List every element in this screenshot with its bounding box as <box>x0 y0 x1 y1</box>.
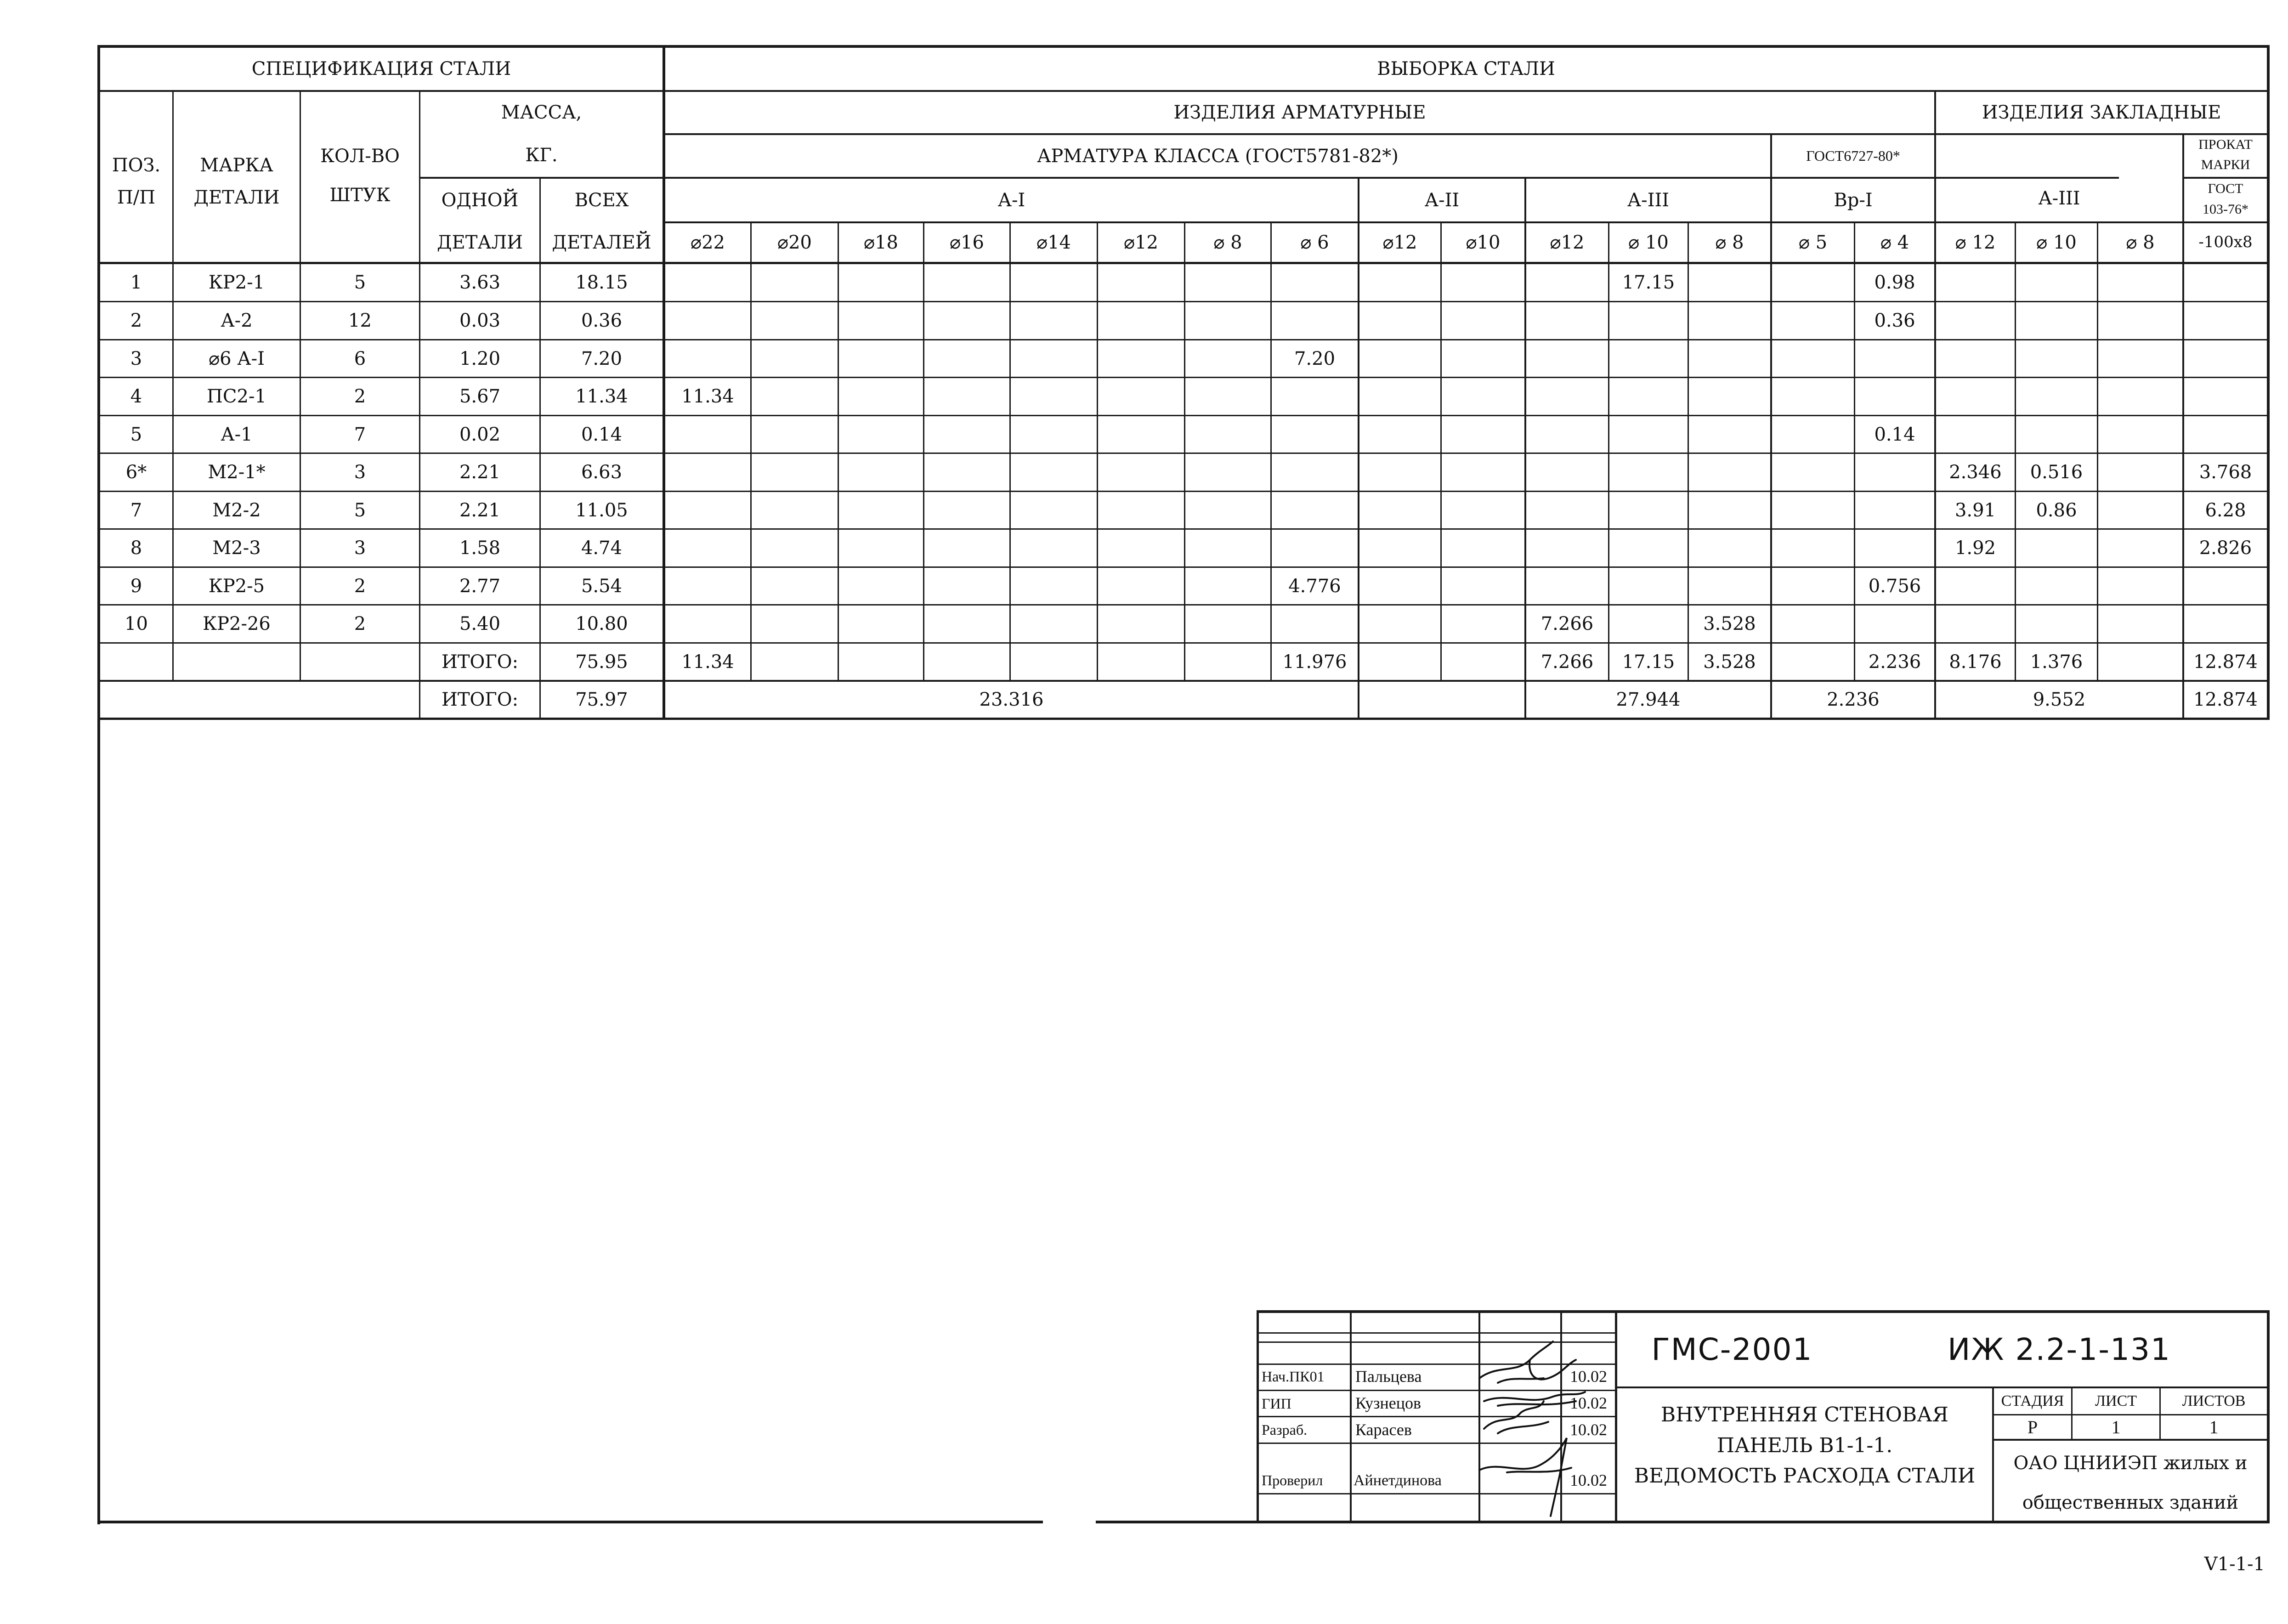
pos-header: ПОЗ. <box>112 155 161 176</box>
page-code: V1-1-1 <box>2204 1554 2265 1575</box>
row-cell: 0.516 <box>2030 462 2083 483</box>
mass-one-header-2: ДЕТАЛИ <box>437 232 523 253</box>
row-pos: 9 <box>130 576 142 597</box>
pos-header-2: П/П <box>117 187 156 208</box>
role-2: ГИП <box>1262 1395 1291 1412</box>
row-qty: 5 <box>354 272 366 293</box>
doc-title-1: ВНУТРЕННЯЯ СТЕНОВАЯ <box>1660 1403 1949 1426</box>
row-pos: 1 <box>130 272 142 293</box>
name-4: Айнетдинова <box>1354 1471 1442 1489</box>
grand-total-a3: 27.944 <box>1616 689 1681 710</box>
grand-total-rolled: 12.874 <box>2193 689 2258 710</box>
role-1: Нач.ПК01 <box>1262 1368 1325 1385</box>
diameter-header-15: ⌀ 4 <box>1880 232 1909 253</box>
bottom-border-left <box>97 1521 1043 1523</box>
totals-cell: 8.176 <box>1949 651 2002 673</box>
row-cell: 2.826 <box>2199 538 2252 559</box>
diameter-header-1: ⌀22 <box>691 232 725 253</box>
org-name-2: общественных зданий <box>2022 1492 2239 1513</box>
doc-title-3: ВЕДОМОСТЬ РАСХОДА СТАЛИ <box>1634 1464 1976 1488</box>
row-qty: 3 <box>354 538 366 559</box>
grand-total-label: ИТОГО: <box>441 689 519 710</box>
date-3: 10.02 <box>1570 1420 1607 1439</box>
row-pos: 7 <box>130 500 142 521</box>
row-cell: 1.92 <box>1954 538 1996 559</box>
date-4: 10.02 <box>1570 1471 1607 1489</box>
diameter-header-6: ⌀12 <box>1124 232 1158 253</box>
date-1: 10.02 <box>1570 1367 1607 1386</box>
grand-total-a2 <box>1359 682 1524 718</box>
grand-total-vr1: 2.236 <box>1827 689 1880 710</box>
row-cell: 4.776 <box>1288 576 1341 597</box>
row-mark: А-2 <box>221 310 253 331</box>
row-cell: 3.91 <box>1954 500 1996 521</box>
document-code: ИЖ 2.2-1-131 <box>1948 1332 2171 1368</box>
row-cell: 3.528 <box>1703 613 1756 634</box>
row-pos: 5 <box>130 424 142 445</box>
row-mass-all: 7.20 <box>581 348 623 369</box>
mass-all-header: ВСЕХ <box>574 189 629 211</box>
totals-cell: 7.266 <box>1540 651 1594 673</box>
sheet-value: 1 <box>2111 1416 2121 1437</box>
class-a3-header: А-III <box>1627 189 1670 211</box>
mass-header: МАССА, <box>501 102 582 123</box>
row-cell: 0.756 <box>1868 576 1921 597</box>
row-mass-all: 18.15 <box>575 272 628 293</box>
row-mark: КР2-5 <box>208 576 265 597</box>
signatures-image <box>1470 1332 1590 1525</box>
row-cell: 0.36 <box>1874 310 1915 331</box>
row-mass-all: 4.74 <box>581 538 623 559</box>
mark-header-2: ДЕТАЛИ <box>193 187 280 208</box>
totals-all: 75.95 <box>575 651 628 673</box>
diameter-header-4: ⌀16 <box>950 232 984 253</box>
spec-title: СПЕЦИФИКАЦИЯ СТАЛИ <box>251 58 511 79</box>
rebar-products-header: ИЗДЕЛИЯ АРМАТУРНЫЕ <box>1173 102 1426 123</box>
grand-total-embedded: 9.552 <box>2033 689 2086 710</box>
mass-all-header-2: ДЕТАЛЕЙ <box>552 232 651 253</box>
row-mass-one: 2.77 <box>459 576 501 597</box>
row-mass-all: 0.36 <box>581 310 623 331</box>
row-pos: 10 <box>125 613 148 634</box>
row-mark: КР2-26 <box>203 613 271 634</box>
sheet-label: ЛИСТ <box>2095 1392 2137 1410</box>
mass-unit: КГ. <box>525 144 558 166</box>
row-mass-one: 1.58 <box>459 538 501 559</box>
row-qty: 5 <box>354 500 366 521</box>
row-cell: 2.346 <box>1949 462 2002 483</box>
row-pos: 6* <box>125 462 147 483</box>
totals-label: ИТОГО: <box>441 651 519 673</box>
totals-cell: 3.528 <box>1703 651 1756 673</box>
diameter-header-19: -100x8 <box>2198 233 2253 252</box>
row-mass-all: 6.63 <box>581 462 623 483</box>
stage-value: Р <box>2027 1416 2038 1437</box>
diameter-header-12: ⌀ 10 <box>1628 232 1669 253</box>
diameter-header-3: ⌀18 <box>864 232 898 253</box>
row-pos: 8 <box>130 538 142 559</box>
row-cell: 0.14 <box>1874 424 1915 445</box>
row-mass-one: 5.67 <box>459 386 501 407</box>
row-mass-all: 10.80 <box>575 613 628 634</box>
row-cell: 17.15 <box>1622 272 1675 293</box>
row-cell: 11.34 <box>681 386 734 407</box>
row-cell: 7.266 <box>1540 613 1594 634</box>
grand-total-all: 75.97 <box>575 689 628 710</box>
name-2: Кузнецов <box>1355 1394 1422 1413</box>
row-mark: ПС2-1 <box>207 386 266 407</box>
grand-total-a1: 23.316 <box>979 689 1044 710</box>
qty-header-2: ШТУК <box>329 185 391 206</box>
diameter-header-16: ⌀ 12 <box>1955 232 1996 253</box>
gost-wire-header: ГОСТ6727-80* <box>1806 147 1900 164</box>
selection-title: ВЫБОРКА СТАЛИ <box>1377 58 1555 79</box>
diameter-header-17: ⌀ 10 <box>2036 232 2077 253</box>
row-mass-one: 5.40 <box>459 613 501 634</box>
totals-cell: 2.236 <box>1868 651 1921 673</box>
rolled-header-2: МАРКИ <box>2201 157 2250 172</box>
row-mass-all: 11.34 <box>575 386 628 407</box>
row-pos: 3 <box>130 348 142 369</box>
class-a2-header: А-II <box>1424 189 1460 211</box>
totals-cell: 17.15 <box>1622 651 1675 673</box>
row-mark: М2-2 <box>212 500 261 521</box>
row-mass-one: 0.02 <box>459 424 501 445</box>
row-qty: 2 <box>354 386 366 407</box>
qty-header: КОЛ-ВО <box>320 146 400 167</box>
rolled-gost-2: 103-76* <box>2203 201 2248 217</box>
sheets-value: 1 <box>2209 1416 2219 1437</box>
class-vr1-header: Вр-I <box>1834 189 1873 211</box>
row-qty: 6 <box>354 348 366 369</box>
row-qty: 12 <box>348 310 372 331</box>
row-mark: М2-1* <box>208 462 266 483</box>
diameter-header-5: ⌀14 <box>1036 232 1071 253</box>
bottom-border-right <box>1096 1521 2270 1523</box>
name-3: Карасев <box>1355 1420 1412 1439</box>
name-1: Пальцева <box>1355 1367 1422 1386</box>
mark-header: МАРКА <box>200 155 273 176</box>
rolled-gost-1: ГОСТ <box>2208 181 2243 196</box>
row-mass-one: 2.21 <box>459 462 501 483</box>
date-2: 10.02 <box>1570 1394 1607 1413</box>
totals-cell: 1.376 <box>2030 651 2083 673</box>
row-qty: 7 <box>354 424 366 445</box>
row-mass-all: 11.05 <box>575 500 628 521</box>
row-cell: 0.98 <box>1874 272 1915 293</box>
diameter-header-14: ⌀ 5 <box>1798 232 1828 253</box>
row-cell: 6.28 <box>2205 500 2246 521</box>
totals-cell: 11.34 <box>681 651 734 673</box>
diameter-header-2: ⌀20 <box>777 232 812 253</box>
row-mass-all: 5.54 <box>581 576 623 597</box>
totals-cell: 11.976 <box>1282 651 1347 673</box>
doc-title-2: ПАНЕЛЬ В1-1-1. <box>1716 1433 1893 1457</box>
row-mass-one: 2.21 <box>459 500 501 521</box>
row-qty: 2 <box>354 613 366 634</box>
stage-label: СТАДИЯ <box>2001 1392 2064 1410</box>
embedded-products-header: ИЗДЕЛИЯ ЗАКЛАДНЫЕ <box>1982 102 2221 123</box>
series-code: ГМС-2001 <box>1651 1332 1813 1368</box>
row-mass-one: 1.20 <box>459 348 501 369</box>
role-3: Разраб. <box>1262 1421 1308 1438</box>
mass-one-header: ОДНОЙ <box>441 189 519 211</box>
rolled-header-1: ПРОКАТ <box>2198 136 2253 152</box>
row-qty: 2 <box>354 576 366 597</box>
row-mark: КР2-1 <box>208 272 265 293</box>
diameter-header-8: ⌀ 6 <box>1300 232 1329 253</box>
row-mass-one: 0.03 <box>459 310 501 331</box>
diameter-header-11: ⌀12 <box>1550 232 1585 253</box>
diameter-header-7: ⌀ 8 <box>1213 232 1242 253</box>
row-mark: М2-3 <box>212 538 261 559</box>
row-cell: 0.86 <box>2036 500 2077 521</box>
row-mark: ⌀6 А-I <box>209 348 265 369</box>
row-mass-one: 3.63 <box>459 272 501 293</box>
row-mark: А-1 <box>221 424 253 445</box>
class-a1-header: А-I <box>997 189 1025 211</box>
row-cell: 7.20 <box>1294 348 1336 369</box>
diameter-header-10: ⌀10 <box>1466 232 1501 253</box>
row-pos: 2 <box>130 310 142 331</box>
diameter-header-13: ⌀ 8 <box>1715 232 1744 253</box>
sheets-label: ЛИСТОВ <box>2182 1392 2246 1410</box>
diameter-header-18: ⌀ 8 <box>2126 232 2155 253</box>
org-name-1: ОАО ЦНИИЭП жилых и <box>2013 1453 2248 1474</box>
totals-cell: 12.874 <box>2193 651 2258 673</box>
row-pos: 4 <box>130 386 142 407</box>
role-4: Проверил <box>1262 1472 1323 1489</box>
class-a3-embedded-header: А-III <box>2038 188 2080 209</box>
row-cell: 3.768 <box>2199 462 2252 483</box>
row-mass-all: 0.14 <box>581 424 623 445</box>
rebar-class-header: АРМАТУРА КЛАССА (ГОСТ5781-82*) <box>1037 145 1399 167</box>
diameter-header-9: ⌀12 <box>1382 232 1417 253</box>
row-qty: 3 <box>354 462 366 483</box>
